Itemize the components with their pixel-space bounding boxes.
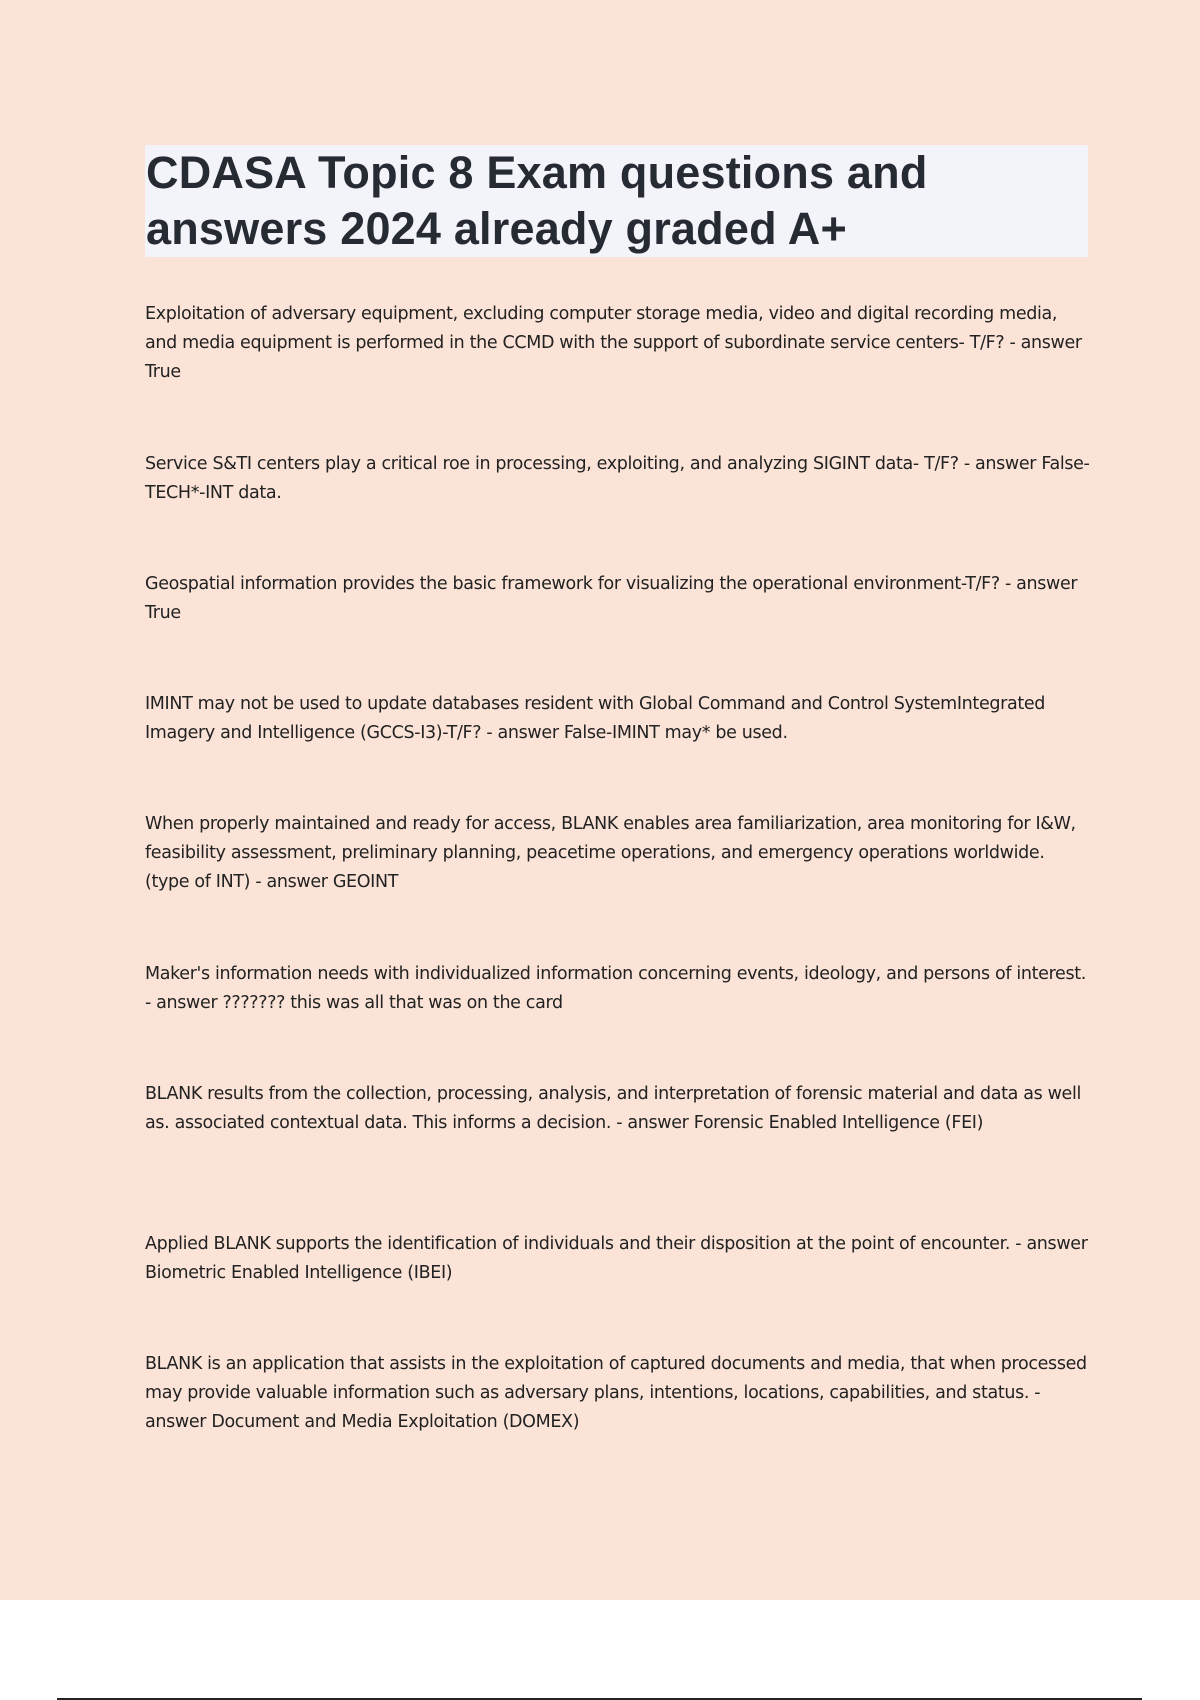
document-title: CDASA Topic 8 Exam questions and answers 2024 already graded A+ (146, 147, 928, 254)
title-highlight (145, 145, 1088, 257)
qa-item: BLANK results from the collection, processing, analysis, and interpretation of forensic material and data as well as. associated contextual data. This informs a decision. - answer Forensic Enabled Intelligence (FEI) (145, 1084, 1081, 1133)
qa-item: Geospatial information provides the basic framework for visualizing the operational environment-T/F? - answer True (145, 574, 1078, 623)
qa-item: IMINT may not be used to update databases resident with Global Command and Control SystemIntegrated Imagery and Intelligence (GCCS-I3)-T/F? - answer False-IMINT may* be used. (145, 694, 1046, 743)
qa-item: Exploitation of adversary equipment, excluding computer storage media, video and digital recording media, and media equipment is performed in the CCMD with the support of subordinate service centers- T/F? - answer True (145, 304, 1082, 382)
qa-item: BLANK is an application that assists in the exploitation of captured documents and media, that when processed may provide valuable information such as adversary plans, intentions, locations, capabilities, and status. - answer Document and Media Exploitation (DOMEX) (145, 1354, 1087, 1432)
qa-item: When properly maintained and ready for access, BLANK enables area familiarization, area monitoring for I&W, feasibility assessment, preliminary planning, peacetime operations, and emergency operations worldwide. (type of INT) - answer GEOINT (145, 814, 1076, 892)
qa-item: Service S&TI centers play a critical roe in processing, exploiting, and analyzing SIGINT data- T/F? - answer False- TECH*-INT data. (145, 454, 1090, 503)
qa-item: Applied BLANK supports the identification of individuals and their disposition at the point of encounter. - answer Biometric Enabled Intelligence (IBEI) (145, 1234, 1088, 1283)
qa-item: Maker's information needs with individualized information concerning events, ideology, and persons of interest. - answer ??????? this was all that was on the card (145, 964, 1086, 1013)
